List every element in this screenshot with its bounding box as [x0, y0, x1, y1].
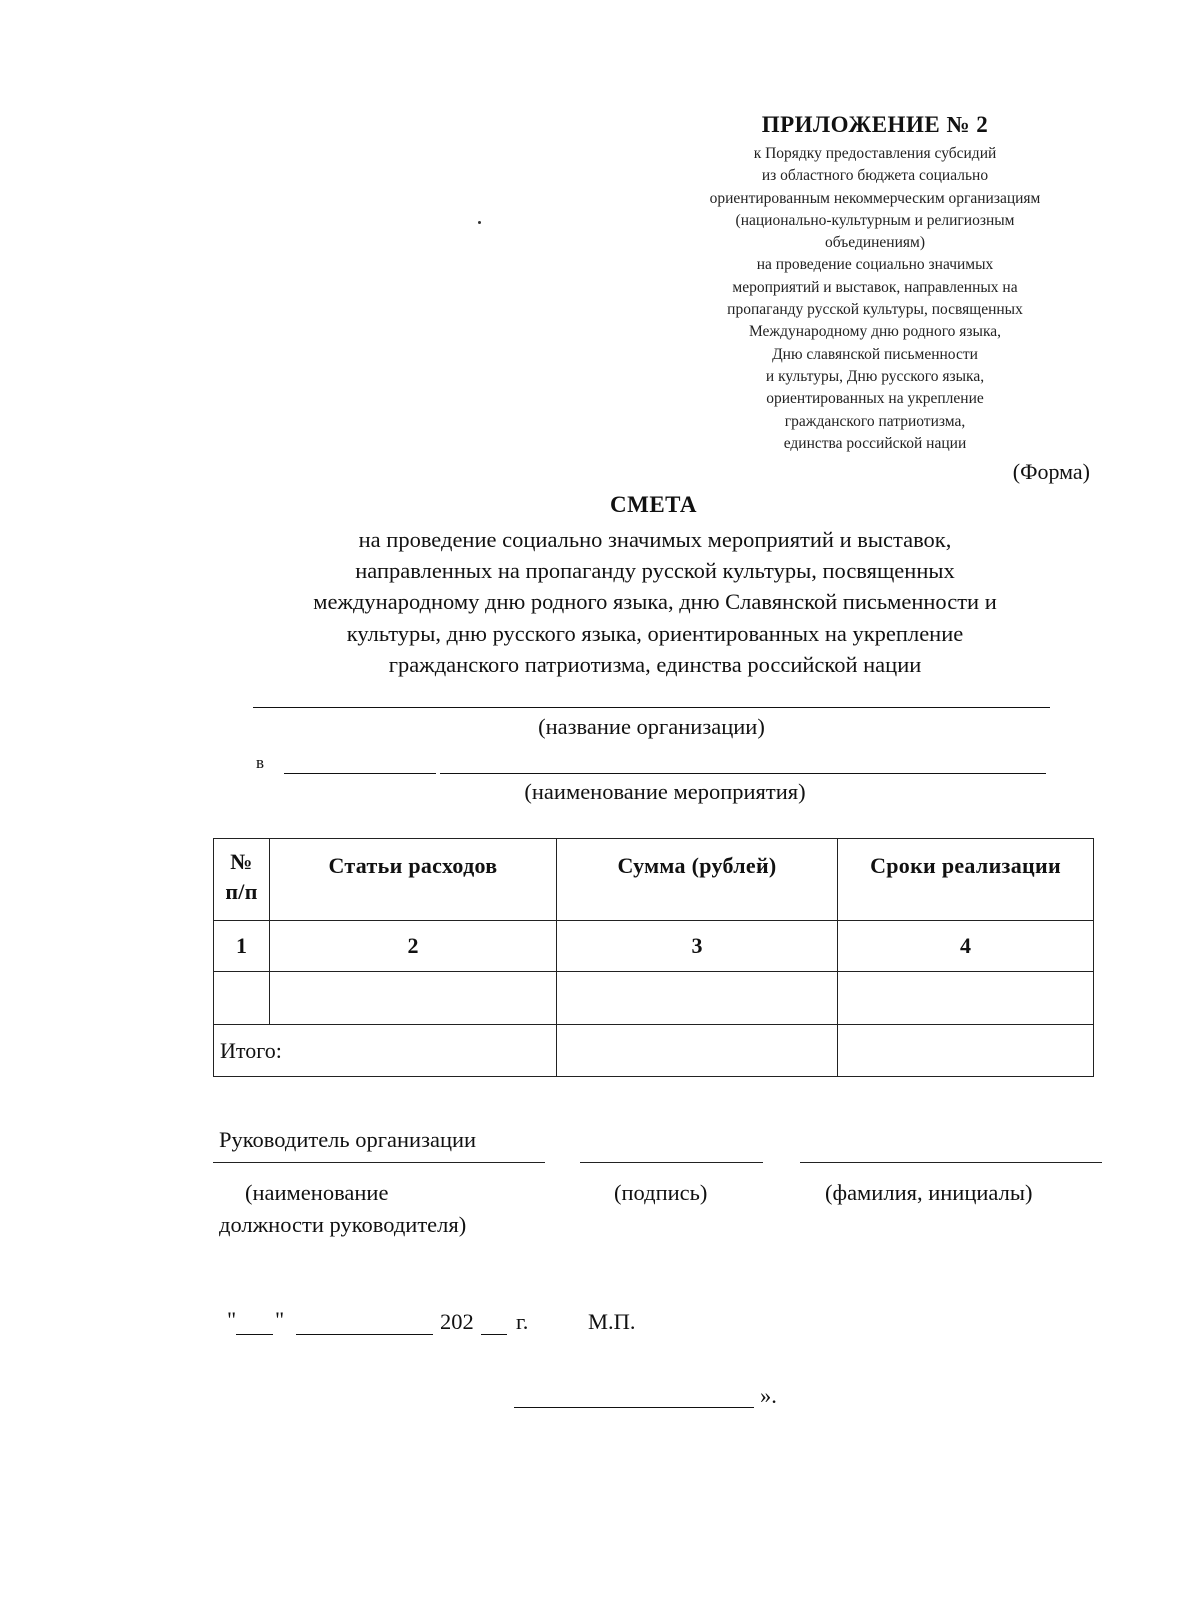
month-line[interactable]: [296, 1334, 433, 1335]
date-close-quote: ": [275, 1307, 285, 1332]
appendix-line: мероприятий и выставок, направленных на: [732, 278, 1018, 296]
position-line[interactable]: [213, 1162, 545, 1163]
form-label: (Форма): [1012, 459, 1090, 484]
column-number-cell: 4: [838, 921, 1094, 972]
name-caption: (фамилия, инициалы): [825, 1180, 1033, 1205]
appendix-line: (национально-культурным и религиозным: [735, 211, 1015, 229]
year-suffix: г.: [516, 1309, 529, 1334]
expense-item-cell[interactable]: [270, 972, 557, 1025]
event-name-caption: (наименование мероприятия): [524, 779, 806, 804]
column-header-number-label: № п/п: [225, 849, 258, 904]
organization-name-line[interactable]: [253, 707, 1050, 708]
appendix-line: и культуры, Дню русского языка,: [765, 367, 985, 385]
appendix-line: на проведение социально значимых: [756, 256, 994, 274]
scan-speck: [478, 221, 481, 224]
cost-table: [213, 838, 1094, 1077]
date-open-quote: ": [227, 1307, 237, 1332]
appendix-line: Дню славянской письменности: [772, 345, 978, 363]
column-header-deadline: Сроки реализации: [838, 839, 1094, 921]
appendix-line: ориентированным некоммерческим организациям: [709, 189, 1041, 207]
year-line[interactable]: [481, 1334, 507, 1335]
column-header-number: [214, 839, 270, 921]
deadline-cell[interactable]: [838, 972, 1094, 1025]
total-label: Итого:: [214, 1025, 557, 1077]
document-subtitle: [180, 524, 1130, 680]
appendix-line: единства российской нации: [783, 434, 967, 452]
appendix-line: пропаганду русской культуры, посвященных: [727, 301, 1023, 319]
appendix-basis-text: [640, 143, 1110, 455]
year-prefix: 202: [440, 1309, 474, 1334]
closing-mark: ».: [760, 1383, 777, 1408]
amount-cell[interactable]: [557, 972, 838, 1025]
table-total-row: [214, 1025, 1094, 1077]
subtitle-line: гражданского патриотизма, единства российской нации: [388, 651, 922, 677]
organization-name-caption: (название организации): [538, 714, 765, 739]
column-header-amount: Сумма (рублей): [557, 839, 838, 921]
appendix-line: ориентированных на укрепление: [766, 390, 984, 408]
table-number-row: [214, 921, 1094, 972]
stamp-place: М.П.: [588, 1309, 636, 1334]
table-row: [214, 972, 1094, 1025]
appendix-title: ПРИЛОЖЕНИЕ № 2: [761, 112, 989, 137]
closing-line[interactable]: [514, 1407, 754, 1408]
document-title: СМЕТА: [610, 492, 697, 517]
row-number-cell[interactable]: [214, 972, 270, 1025]
event-line-short[interactable]: [284, 773, 436, 774]
subtitle-line: международному дню родного языка, дню Славянской письменности и: [313, 589, 997, 615]
subtitle-line: на проведение социально значимых мероприятий и выставок,: [358, 527, 952, 552]
signature-line[interactable]: [580, 1162, 763, 1163]
name-line[interactable]: [800, 1162, 1102, 1163]
signature-caption: (подпись): [614, 1180, 708, 1205]
column-number-cell: 3: [557, 921, 838, 972]
column-number-cell: 2: [270, 921, 557, 972]
position-caption: (наименование: [245, 1180, 389, 1205]
appendix-line: Международному дню родного языка,: [748, 323, 1002, 341]
appendix-line: к Порядку предоставления субсидий: [753, 145, 997, 162]
event-prefix: в: [256, 753, 265, 772]
event-name-line[interactable]: [440, 773, 1046, 774]
head-of-organization-label: Руководитель организации: [219, 1127, 477, 1152]
total-deadline-cell[interactable]: [838, 1025, 1094, 1077]
appendix-line: из областного бюджета социально: [761, 167, 989, 185]
appendix-line: объединениям): [825, 234, 925, 252]
day-line[interactable]: [236, 1334, 273, 1335]
subtitle-line: культуры, дню русского языка, ориентированных на укрепление: [346, 620, 964, 646]
table-header-row: [214, 839, 1094, 921]
appendix-line: гражданского патриотизма,: [784, 412, 966, 430]
subtitle-line: направленных на пропаганду русской культуры, посвященных: [355, 558, 955, 584]
column-number-cell: 1: [214, 921, 270, 972]
column-header-expense-items: Статьи расходов: [270, 839, 557, 921]
total-amount-cell[interactable]: [557, 1025, 838, 1077]
position-caption-continued: должности руководителя): [219, 1212, 467, 1237]
